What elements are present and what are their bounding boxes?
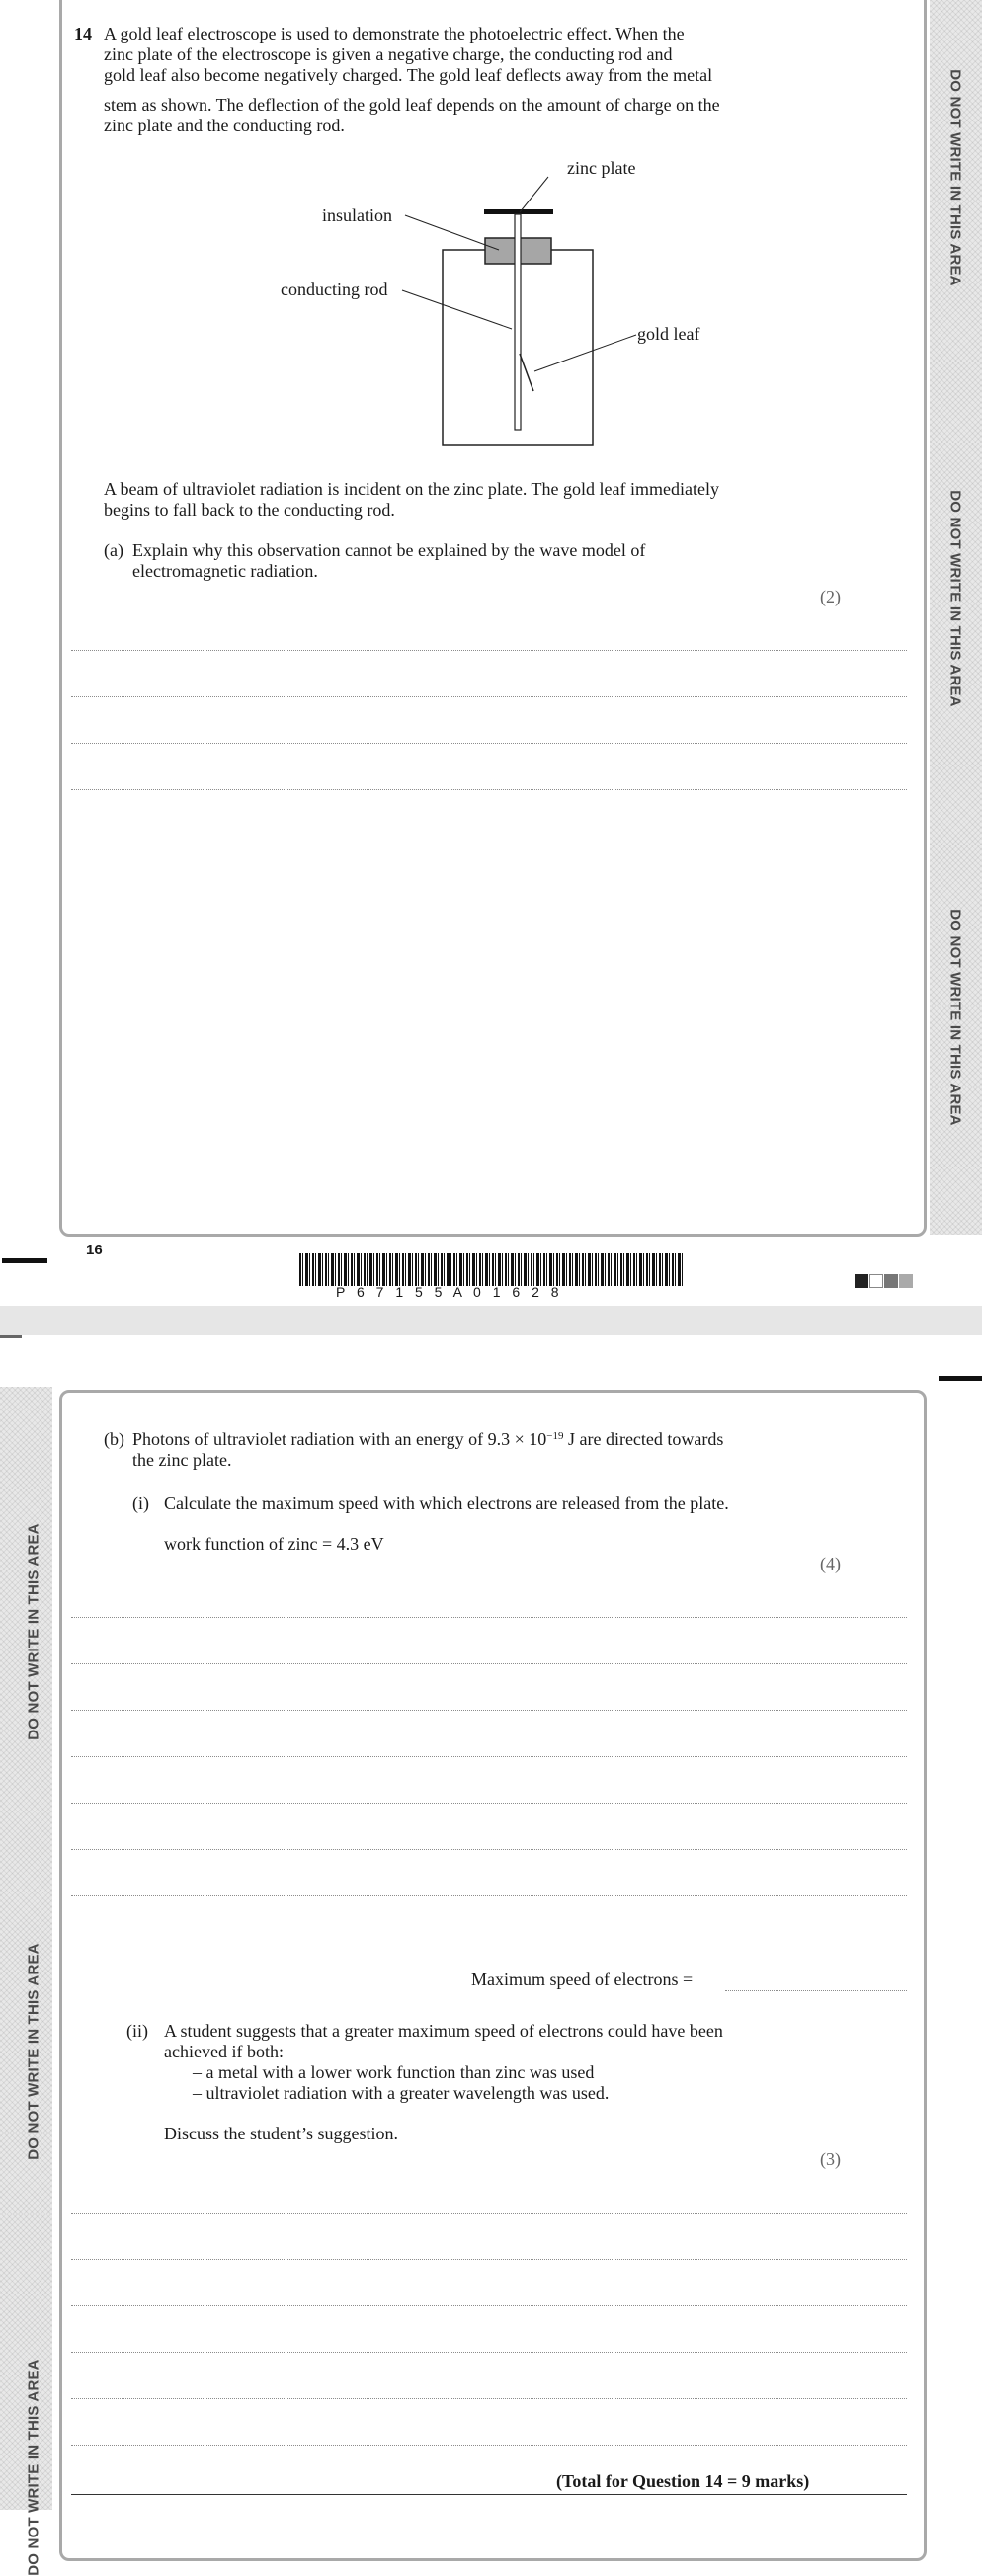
gold-leaf (520, 354, 533, 391)
registration-squares (855, 1274, 914, 1288)
answer-line[interactable] (71, 2445, 907, 2446)
part-bii-label: (ii) (126, 2021, 148, 2041)
intro-line: stem as shown. The deflection of the gold leaf depends on the amount of charge on the (104, 95, 720, 115)
corner-mark (939, 1376, 982, 1381)
answer-line[interactable] (725, 1990, 907, 1991)
marks-a: (2) (820, 587, 841, 606)
part-bi-text: Calculate the maximum speed with which electrons are released from the plate. (164, 1493, 729, 1513)
part-b-line: the zinc plate. (132, 1450, 232, 1470)
leader-zinc-plate (520, 177, 548, 212)
label-insulation: insulation (322, 205, 392, 225)
barcode (299, 1253, 685, 1286)
conducting-rod (515, 214, 521, 430)
answer-line[interactable] (71, 1849, 907, 1850)
answer-line[interactable] (71, 1663, 907, 1664)
part-bii-line: A student suggests that a greater maximum speed of electrons could have been (164, 2021, 723, 2041)
do-not-write-label: DO NOT WRITE IN THIS AREA (946, 909, 964, 1126)
answer-line[interactable] (71, 2259, 907, 2260)
label-gold-leaf: gold leaf (637, 324, 700, 344)
answer-line[interactable] (71, 2305, 907, 2306)
marks-bi: (4) (820, 1554, 841, 1573)
answer-line[interactable] (71, 789, 907, 790)
answer-line[interactable] (71, 1895, 907, 1896)
question-number: 14 (74, 24, 92, 43)
do-not-write-label: DO NOT WRITE IN THIS AREA (946, 490, 964, 707)
label-zinc-plate: zinc plate (567, 158, 636, 178)
answer-line[interactable] (71, 2352, 907, 2353)
answer-line[interactable] (71, 1617, 907, 1618)
leader-conducting-rod (402, 290, 512, 329)
part-b-label: (b) (104, 1429, 124, 1449)
page-17 (0, 1335, 982, 2576)
do-not-write-label: DO NOT WRITE IN THIS AREA (25, 2359, 42, 2576)
do-not-write-label: DO NOT WRITE IN THIS AREA (25, 1943, 42, 2160)
work-function-given: work function of zinc = 4.3 eV (164, 1534, 384, 1554)
intro-line: zinc plate and the conducting rod. (104, 116, 345, 135)
do-not-write-label: DO NOT WRITE IN THIS AREA (25, 1523, 42, 1740)
part-bii-bullet: – a metal with a lower work function than zinc was used (193, 2062, 595, 2082)
leader-gold-leaf (534, 335, 636, 371)
zinc-plate (484, 209, 553, 214)
intro-line: zinc plate of the electroscope is given a negative charge, the conducting rod and (104, 44, 673, 64)
label-conducting-rod: conducting rod (281, 280, 388, 299)
beam-line: begins to fall back to the conducting rod. (104, 500, 395, 520)
electroscope-diagram (247, 148, 672, 454)
part-a-label: (a) (104, 540, 123, 560)
do-not-write-label: DO NOT WRITE IN THIS AREA (946, 69, 964, 286)
part-bii-line: achieved if both: (164, 2042, 284, 2061)
answer-line[interactable] (71, 696, 907, 697)
beam-line: A beam of ultraviolet radiation is incident on the zinc plate. The gold leaf immediately (104, 479, 719, 499)
page-gap (0, 1306, 982, 1335)
question-total: (Total for Question 14 = 9 marks) (556, 2471, 810, 2491)
answer-line[interactable] (71, 743, 907, 744)
part-b-line: Photons of ultraviolet radiation with an energy of $9.3 \times 10^{-19}$ J are directed towards (132, 1429, 724, 1449)
page-number: 16 (86, 1242, 103, 1258)
answer-line[interactable] (71, 2398, 907, 2399)
part-bii-bullet: – ultraviolet radiation with a greater wavelength was used. (193, 2083, 610, 2103)
intro-line: A gold leaf electroscope is used to demonstrate the photoelectric effect. When the (104, 24, 685, 43)
total-rule (71, 2494, 907, 2495)
barcode-text: P 6 7 1 5 5 A 0 1 6 2 8 (336, 1284, 563, 1300)
answer-line[interactable] (71, 1756, 907, 1757)
answer-line[interactable] (71, 2213, 907, 2214)
answer-line[interactable] (71, 1710, 907, 1711)
corner-mark (0, 1335, 22, 1338)
corner-mark (2, 1258, 47, 1263)
answer-prompt: Maximum speed of electrons = (471, 1970, 694, 1989)
part-bii-discuss: Discuss the student’s suggestion. (164, 2124, 398, 2143)
answer-line[interactable] (71, 650, 907, 651)
part-bi-label: (i) (132, 1493, 149, 1513)
marks-bii: (3) (820, 2149, 841, 2169)
leader-insulation (405, 215, 499, 250)
part-a-line: electromagnetic radiation. (132, 561, 318, 581)
answer-line[interactable] (71, 1803, 907, 1804)
intro-line: gold leaf also become negatively charged. The gold leaf deflects away from the metal (104, 65, 713, 85)
part-a-line: Explain why this observation cannot be explained by the wave model of (132, 540, 646, 560)
